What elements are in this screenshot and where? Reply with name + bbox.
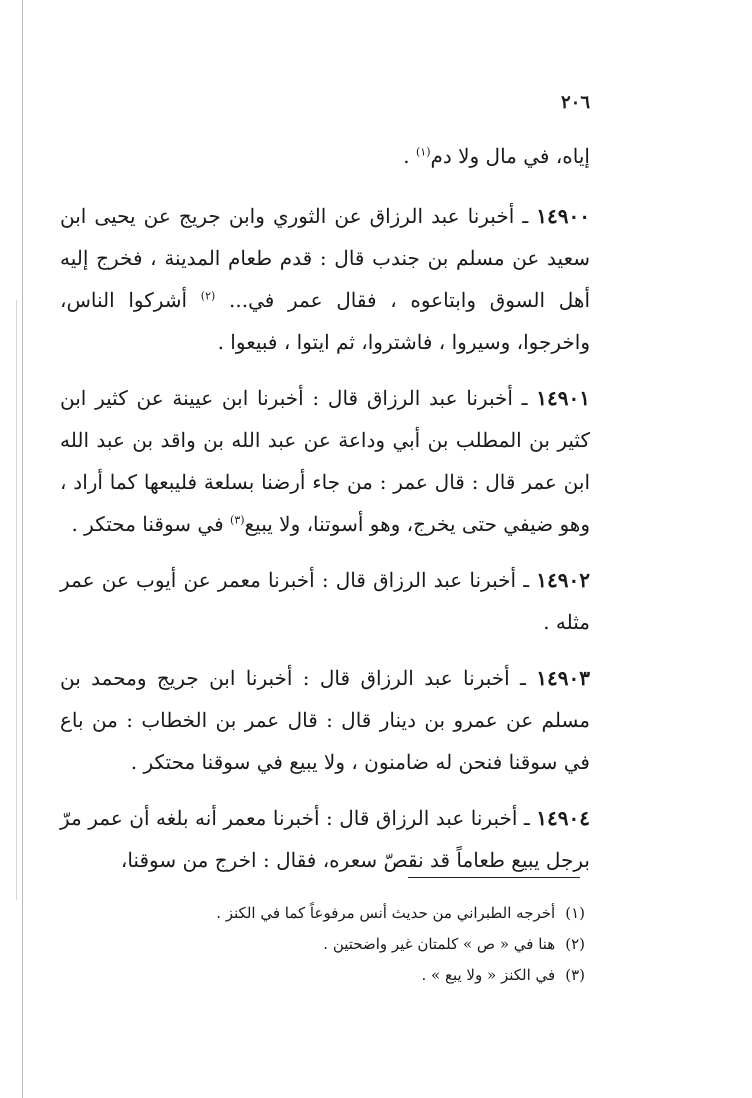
hadith-14904 <box>60 797 590 881</box>
hadith-text: ـ أخبرنا عبد الرزاق قال : أخبرنا ابن عيينة عن كثير ابن كثير بن المطلب بن أبي وداعة عن عبد الله بن واقد بن عبد الله ابن عمر قال : قال عمر : من جاء أرضنا بسلعة فليبعها كما أراد ، وهو ضيفي حتى يخرج، وهو أسوتنا، ولا يبيع <box>60 386 590 536</box>
footnote-separator <box>408 877 580 878</box>
hadith-text-end: أشركوا الناس، واخرجوا، وسيروا ، فاشتروا، ثم ايتوا ، فبيعوا . <box>60 288 590 354</box>
continuation-end: . <box>403 144 416 168</box>
footnote-mark: (١) <box>565 904 585 922</box>
hadith-text: ـ أخبرنا عبد الرزاق عن الثوري وابن جريج عن يحيى ابن سعيد عن مسلم بن جندب قال : قدم طعام المدينة ، فخرج إليه أهل السوق وابتاعوه ، فقال عمر في... <box>60 204 590 312</box>
footnotes-section <box>160 898 585 991</box>
hadith-14901 <box>60 377 590 545</box>
hadith-14903 <box>60 657 590 783</box>
hadith-text-end: في سوقنا محتكر . <box>71 512 231 536</box>
hadith-number: ١٤٩٠٣ <box>536 666 590 690</box>
binding-edge-line <box>22 0 23 1098</box>
hadith-number: ١٤٩٠٤ <box>536 806 590 830</box>
page-number: ٢٠٦ <box>560 92 590 113</box>
hadith-text: ـ أخبرنا عبد الرزاق قال : أخبرنا معمر أنه بلغه أن عمر مرّ برجل يبيع طعاماً قد نقصّ سعره، فقال : اخرج من سوقنا، <box>60 806 590 872</box>
footnote-ref-1[interactable]: (١) <box>415 145 431 159</box>
hadith-number: ١٤٩٠١ <box>536 386 590 410</box>
footnote-mark: (٣) <box>565 966 585 984</box>
footnote-text: في الكنز « ولا يبع » . <box>421 966 556 984</box>
footnote-text: هنا في « ص » كلمتان غير واضحتين . <box>323 935 556 953</box>
hadith-14900 <box>60 195 590 363</box>
hadith-text: ـ أخبرنا عبد الرزاق قال : أخبرنا معمر عن أيوب عن عمر مثله . <box>60 568 590 634</box>
footnote-ref-3[interactable]: (٣) <box>230 513 245 527</box>
hadith-number: ١٤٩٠٠ <box>536 204 590 228</box>
footnote-1 <box>160 898 585 929</box>
footnote-2 <box>160 929 585 960</box>
footnote-3 <box>160 960 585 991</box>
page-body <box>60 92 590 895</box>
hadith-number: ١٤٩٠٢ <box>536 568 590 592</box>
continuation-text: إياه، في مال ولا دم <box>430 144 590 168</box>
footnote-ref-2[interactable]: (٢) <box>200 289 216 303</box>
binding-edge-shadow <box>16 300 17 900</box>
continuation-paragraph <box>60 135 590 177</box>
footnote-text: أخرجه الطبراني من حديث أنس مرفوعاً كما في الكنز . <box>216 904 556 922</box>
footnote-mark: (٢) <box>565 935 585 953</box>
hadith-14902 <box>60 559 590 643</box>
hadith-text: ـ أخبرنا عبد الرزاق قال : أخبرنا ابن جريج ومحمد بن مسلم عن عمرو بن دينار قال : قال عمر بن الخطاب : من باع في سوقنا فنحن له ضامنون ، ولا يبيع في سوقنا محتكر . <box>60 666 590 774</box>
